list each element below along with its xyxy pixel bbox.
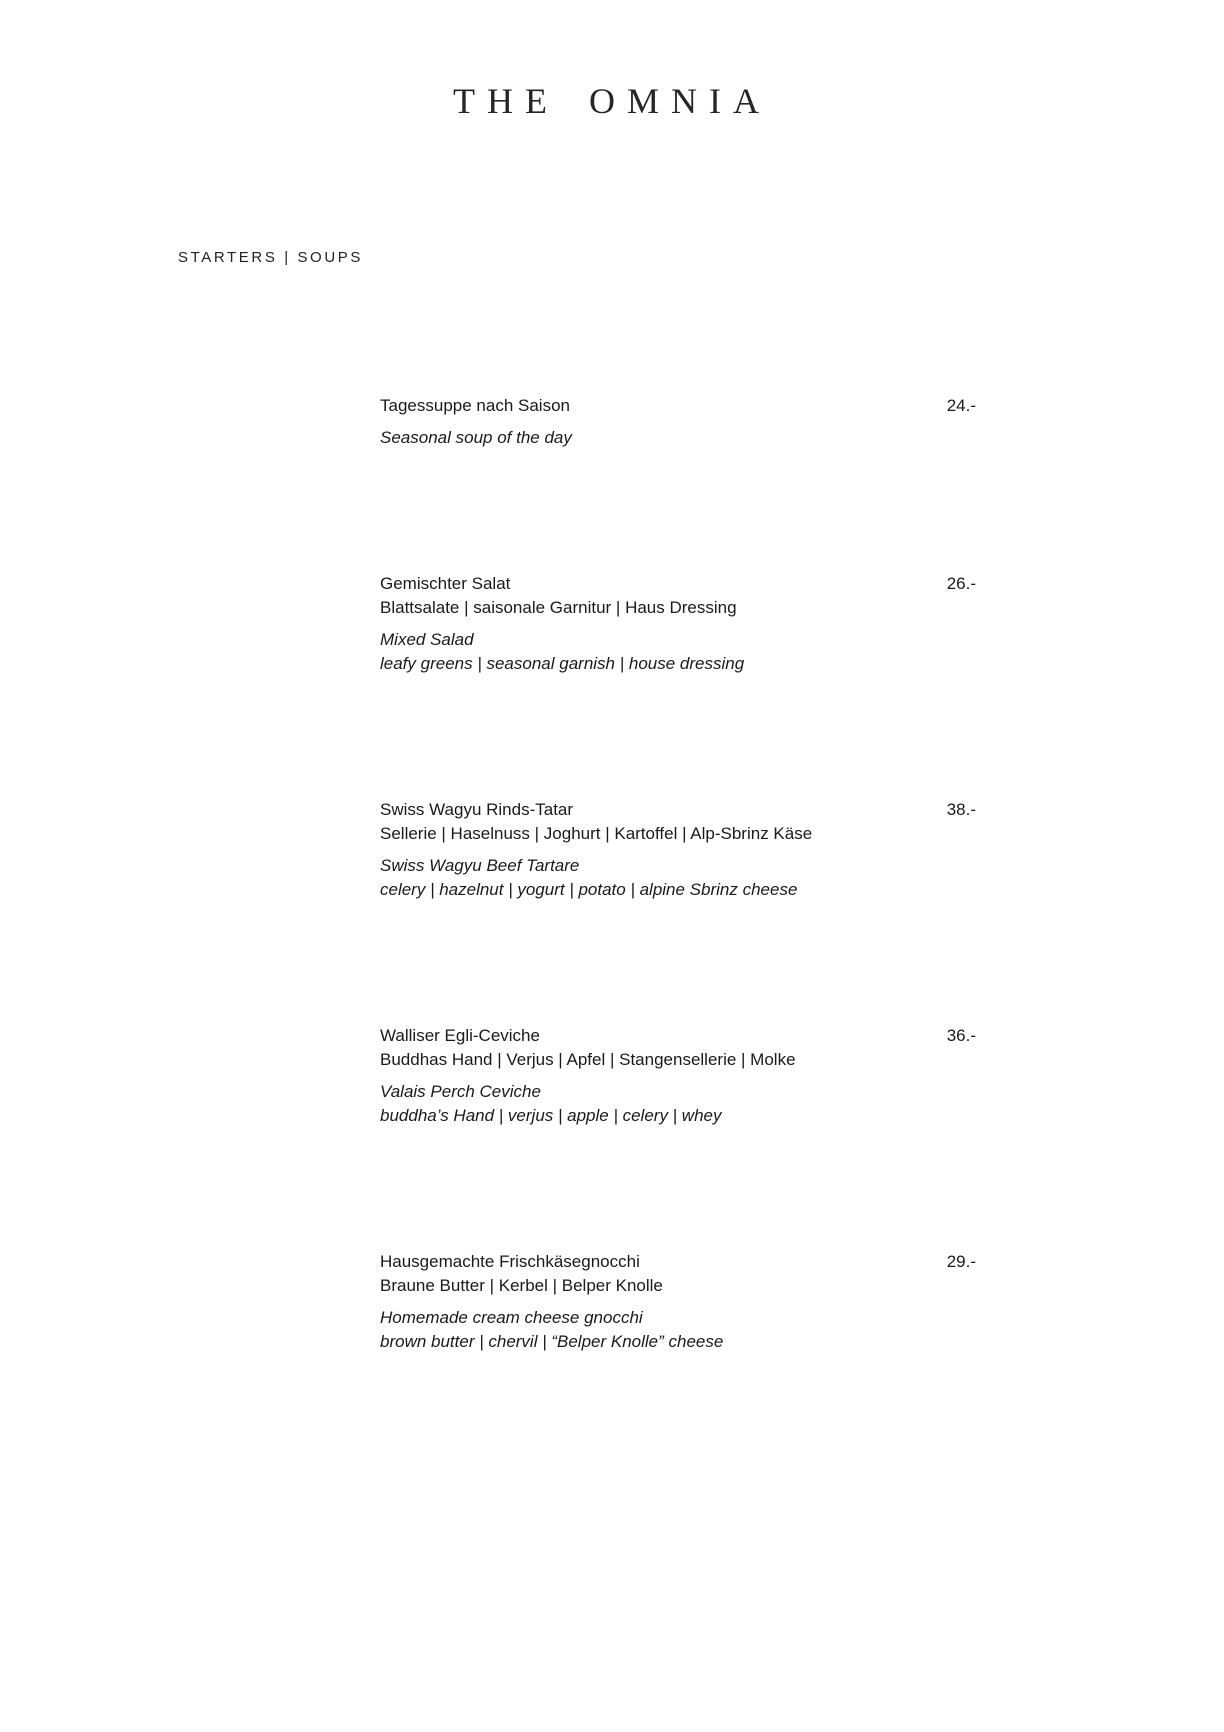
item-desc-de: Buddhas Hand | Verjus | Apfel | Stangensellerie | Molke xyxy=(380,1050,796,1069)
menu-item xyxy=(380,1024,976,1128)
item-title-de: Swiss Wagyu Rinds-Tatar xyxy=(380,800,574,819)
item-desc-en: leafy greens | seasonal garnish | house dressing xyxy=(380,654,745,673)
item-english-block xyxy=(380,1080,976,1128)
menu-item xyxy=(380,394,976,450)
section-header: STARTERS | SOUPS xyxy=(178,249,363,266)
item-title-en: Swiss Wagyu Beef Tartare xyxy=(380,856,580,875)
item-german-block xyxy=(380,1024,927,1072)
menu-item xyxy=(380,798,976,902)
item-title-en: Valais Perch Ceviche xyxy=(380,1082,541,1101)
item-title-de: Gemischter Salat xyxy=(380,574,511,593)
item-german-block xyxy=(380,394,927,418)
menu-item xyxy=(380,1250,976,1354)
item-price: 24.- xyxy=(946,396,976,415)
item-desc-en: buddha’s Hand | verjus | apple | celery | whey xyxy=(380,1106,722,1125)
item-title-de: Hausgemachte Frischkäsegnocchi xyxy=(380,1252,640,1271)
item-header-row xyxy=(380,394,976,418)
item-english-block xyxy=(380,1306,976,1354)
item-title-en: Mixed Salad xyxy=(380,630,474,649)
menu-list xyxy=(380,394,976,1476)
item-english-block xyxy=(380,426,976,450)
item-german-block xyxy=(380,798,927,846)
item-german-block xyxy=(380,572,927,620)
item-header-row xyxy=(380,1250,976,1298)
item-price: 26.- xyxy=(946,574,976,593)
brand-logo: THE OMNIA xyxy=(453,81,771,121)
item-price: 36.- xyxy=(946,1026,976,1045)
item-desc-en: brown butter | chervil | “Belper Knolle” cheese xyxy=(380,1332,724,1351)
item-english-block xyxy=(380,854,976,902)
item-header-row xyxy=(380,1024,976,1072)
item-desc-de: Sellerie | Haselnuss | Joghurt | Kartoffel | Alp-Sbrinz Käse xyxy=(380,824,813,843)
item-title-de: Tagessuppe nach Saison xyxy=(380,396,570,415)
item-header-row xyxy=(380,572,976,620)
item-desc-de: Braune Butter | Kerbel | Belper Knolle xyxy=(380,1276,663,1295)
menu-item xyxy=(380,572,976,676)
item-desc-en: celery | hazelnut | yogurt | potato | alpine Sbrinz cheese xyxy=(380,880,798,899)
item-price: 29.- xyxy=(946,1252,976,1271)
item-header-row xyxy=(380,798,976,846)
item-title-en: Seasonal soup of the day xyxy=(380,428,572,447)
item-price: 38.- xyxy=(946,800,976,819)
item-desc-de: Blattsalate | saisonale Garnitur | Haus Dressing xyxy=(380,598,737,617)
item-title-de: Walliser Egli-Ceviche xyxy=(380,1026,540,1045)
item-english-block xyxy=(380,628,976,676)
item-german-block xyxy=(380,1250,927,1298)
item-title-en: Homemade cream cheese gnocchi xyxy=(380,1308,643,1327)
